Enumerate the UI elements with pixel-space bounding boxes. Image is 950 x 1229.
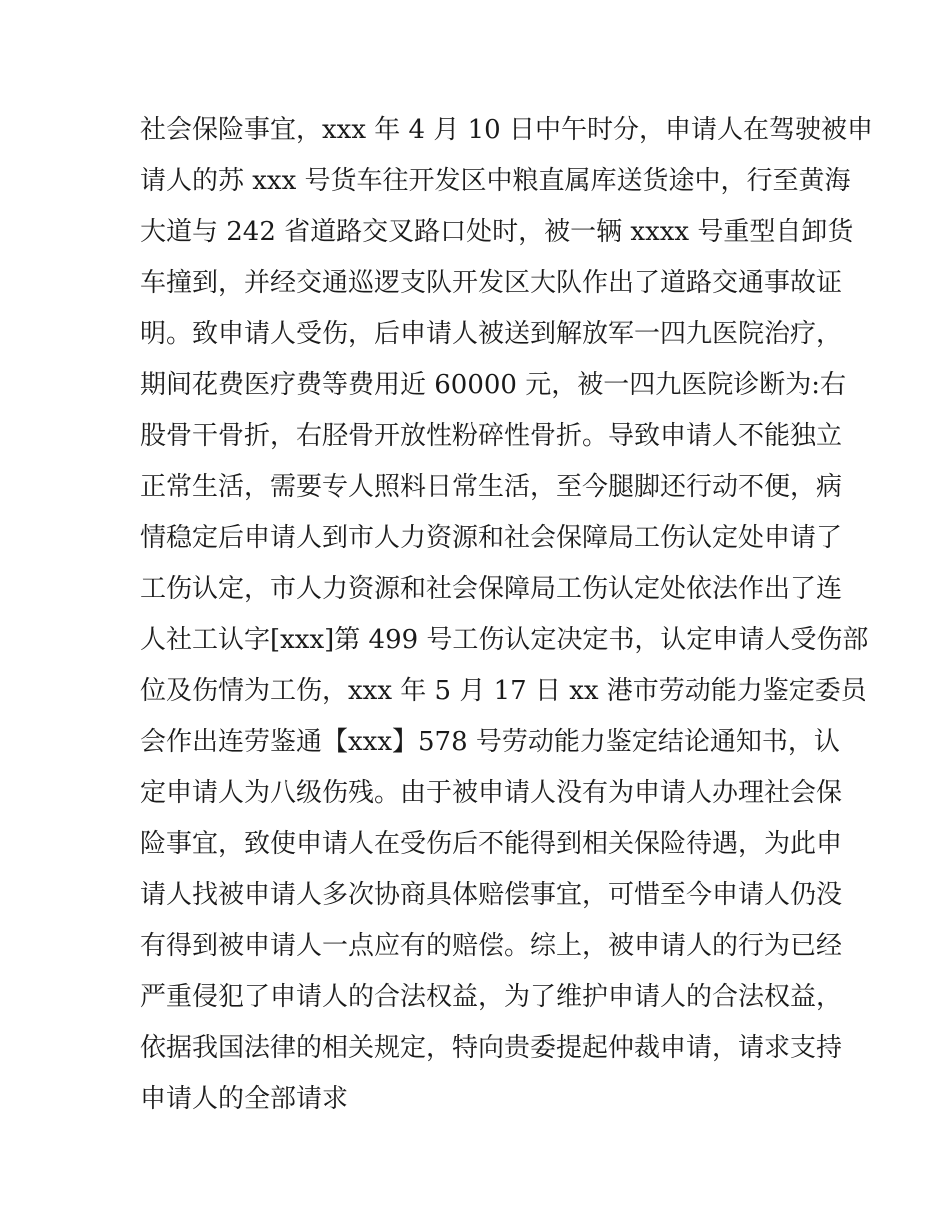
text-line-8: 正常生活，需要专人照料日常生活，至今腿脚还行动不便，病	[140, 472, 843, 502]
text-line-4: 车撞到，并经交通巡逻支队开发区大队作出了道路交通事故证	[140, 268, 843, 298]
text-line-12: 位及伤情为工伤，xxx 年 5 月 17 日 xx 港市劳动能力鉴定委员	[140, 676, 867, 706]
text-line-14: 定申请人为八级伤残。由于被申请人没有为申请人办理社会保	[140, 778, 843, 808]
text-line-6: 期间花费医疗费等费用近 60000 元，被一四九医院诊断为:右	[140, 370, 846, 400]
text-line-19: 依据我国法律的相关规定，特向贵委提起仲裁申请，请求支持	[140, 1033, 843, 1063]
text-line-15: 险事宜，致使申请人在受伤后不能得到相关保险待遇，为此申	[140, 829, 843, 859]
text-line-11: 人社工认字[xxx]第 499 号工伤认定决定书，认定申请人受伤部	[140, 625, 869, 655]
text-line-13: 会作出连劳鉴通【xxx】578 号劳动能力鉴定结论通知书，认	[140, 727, 840, 757]
text-line-9: 情稳定后申请人到市人力资源和社会保障局工伤认定处申请了	[140, 523, 843, 553]
text-line-5: 明。致申请人受伤，后申请人被送到解放军一四九医院治疗，	[140, 319, 843, 349]
text-line-3: 大道与 242 省道路交叉路口处时，被一辆 xxxx 号重型自卸货	[140, 217, 854, 247]
text-line-1: 社会保险事宜，xxx 年 4 月 10 日中午时分，申请人在驾驶被申	[140, 115, 873, 145]
text-line-20: 申请人的全部请求	[140, 1084, 349, 1114]
body-paragraph	[140, 105, 873, 1125]
text-line-7: 股骨干骨折，右胫骨开放性粉碎性骨折。导致申请人不能独立	[140, 421, 843, 451]
text-line-18: 严重侵犯了申请人的合法权益，为了维护申请人的合法权益，	[140, 982, 843, 1012]
text-line-17: 有得到被申请人一点应有的赔偿。综上，被申请人的行为已经	[140, 931, 843, 961]
text-line-16: 请人找被申请人多次协商具体赔偿事宜，可惜至今申请人仍没	[140, 880, 843, 910]
text-line-2: 请人的苏 xxx 号货车往开发区中粮直属库送货途中，行至黄海	[140, 166, 851, 196]
text-line-10: 工伤认定，市人力资源和社会保障局工伤认定处依法作出了连	[140, 574, 843, 604]
